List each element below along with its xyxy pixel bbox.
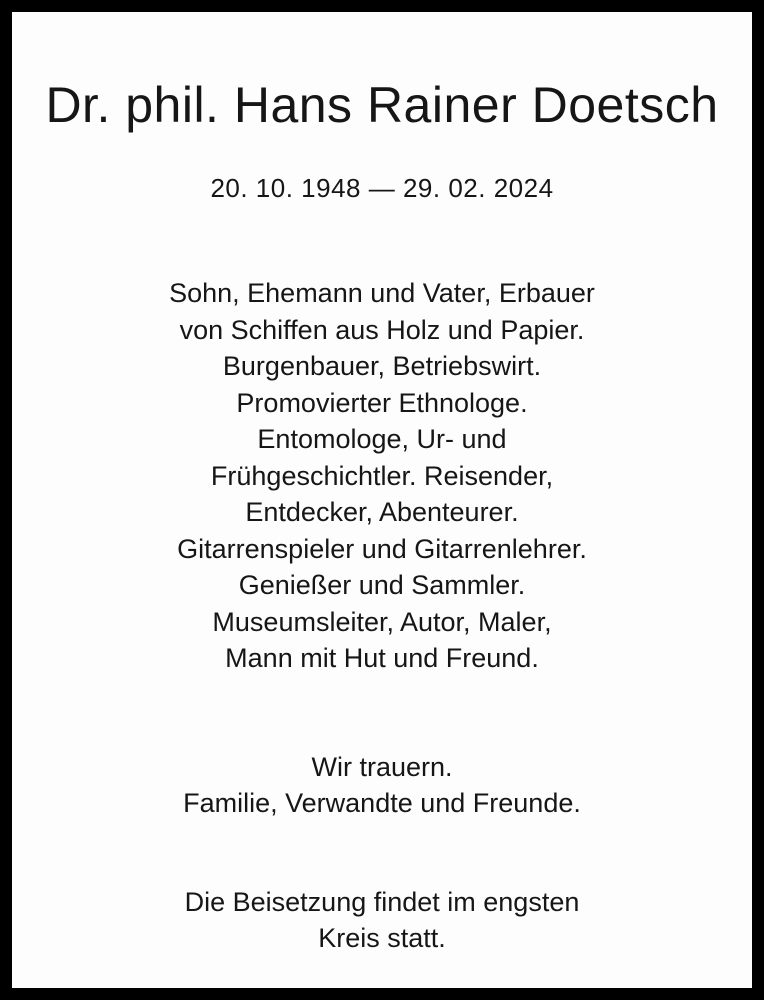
tribute-line: Promovierter Ethnologe. <box>236 387 528 418</box>
tribute-line: Burgenbauer, Betriebswirt. <box>222 351 542 381</box>
tribute-text <box>12 275 752 677</box>
tribute-line: Mann mit Hut und Freund. <box>225 643 539 673</box>
tribute-line: Genießer und Sammler. <box>238 570 526 600</box>
mourning-line: Familie, Verwandte und Freunde. <box>183 788 581 818</box>
tribute-line: Frühgeschichtler. Reisender, <box>210 460 554 491</box>
funeral-line: Kreis statt. <box>318 923 446 953</box>
funeral-line: Die Beisetzung findet im engsten <box>184 886 580 917</box>
tribute-line: von Schiffen aus Holz und Papier. <box>179 314 585 345</box>
tribute-line: Museumsleiter, Autor, Maler, <box>212 606 552 637</box>
mourning-line: Wir trauern. <box>311 751 453 782</box>
tribute-line: Sohn, Ehemann und Vater, Erbauer <box>169 278 595 308</box>
deceased-name: Dr. phil. Hans Rainer Doetsch <box>45 77 719 133</box>
funeral-info <box>12 884 752 957</box>
life-dates: 20. 10. 1948 — 29. 02. 2024 <box>210 173 554 203</box>
tribute-line: Gitarrenspieler und Gitarrenlehrer. <box>177 533 587 564</box>
tribute-line: Entdecker, Abenteurer. <box>245 497 519 527</box>
mourning-text <box>12 749 752 822</box>
tribute-line: Entomologe, Ur- und <box>257 424 507 454</box>
